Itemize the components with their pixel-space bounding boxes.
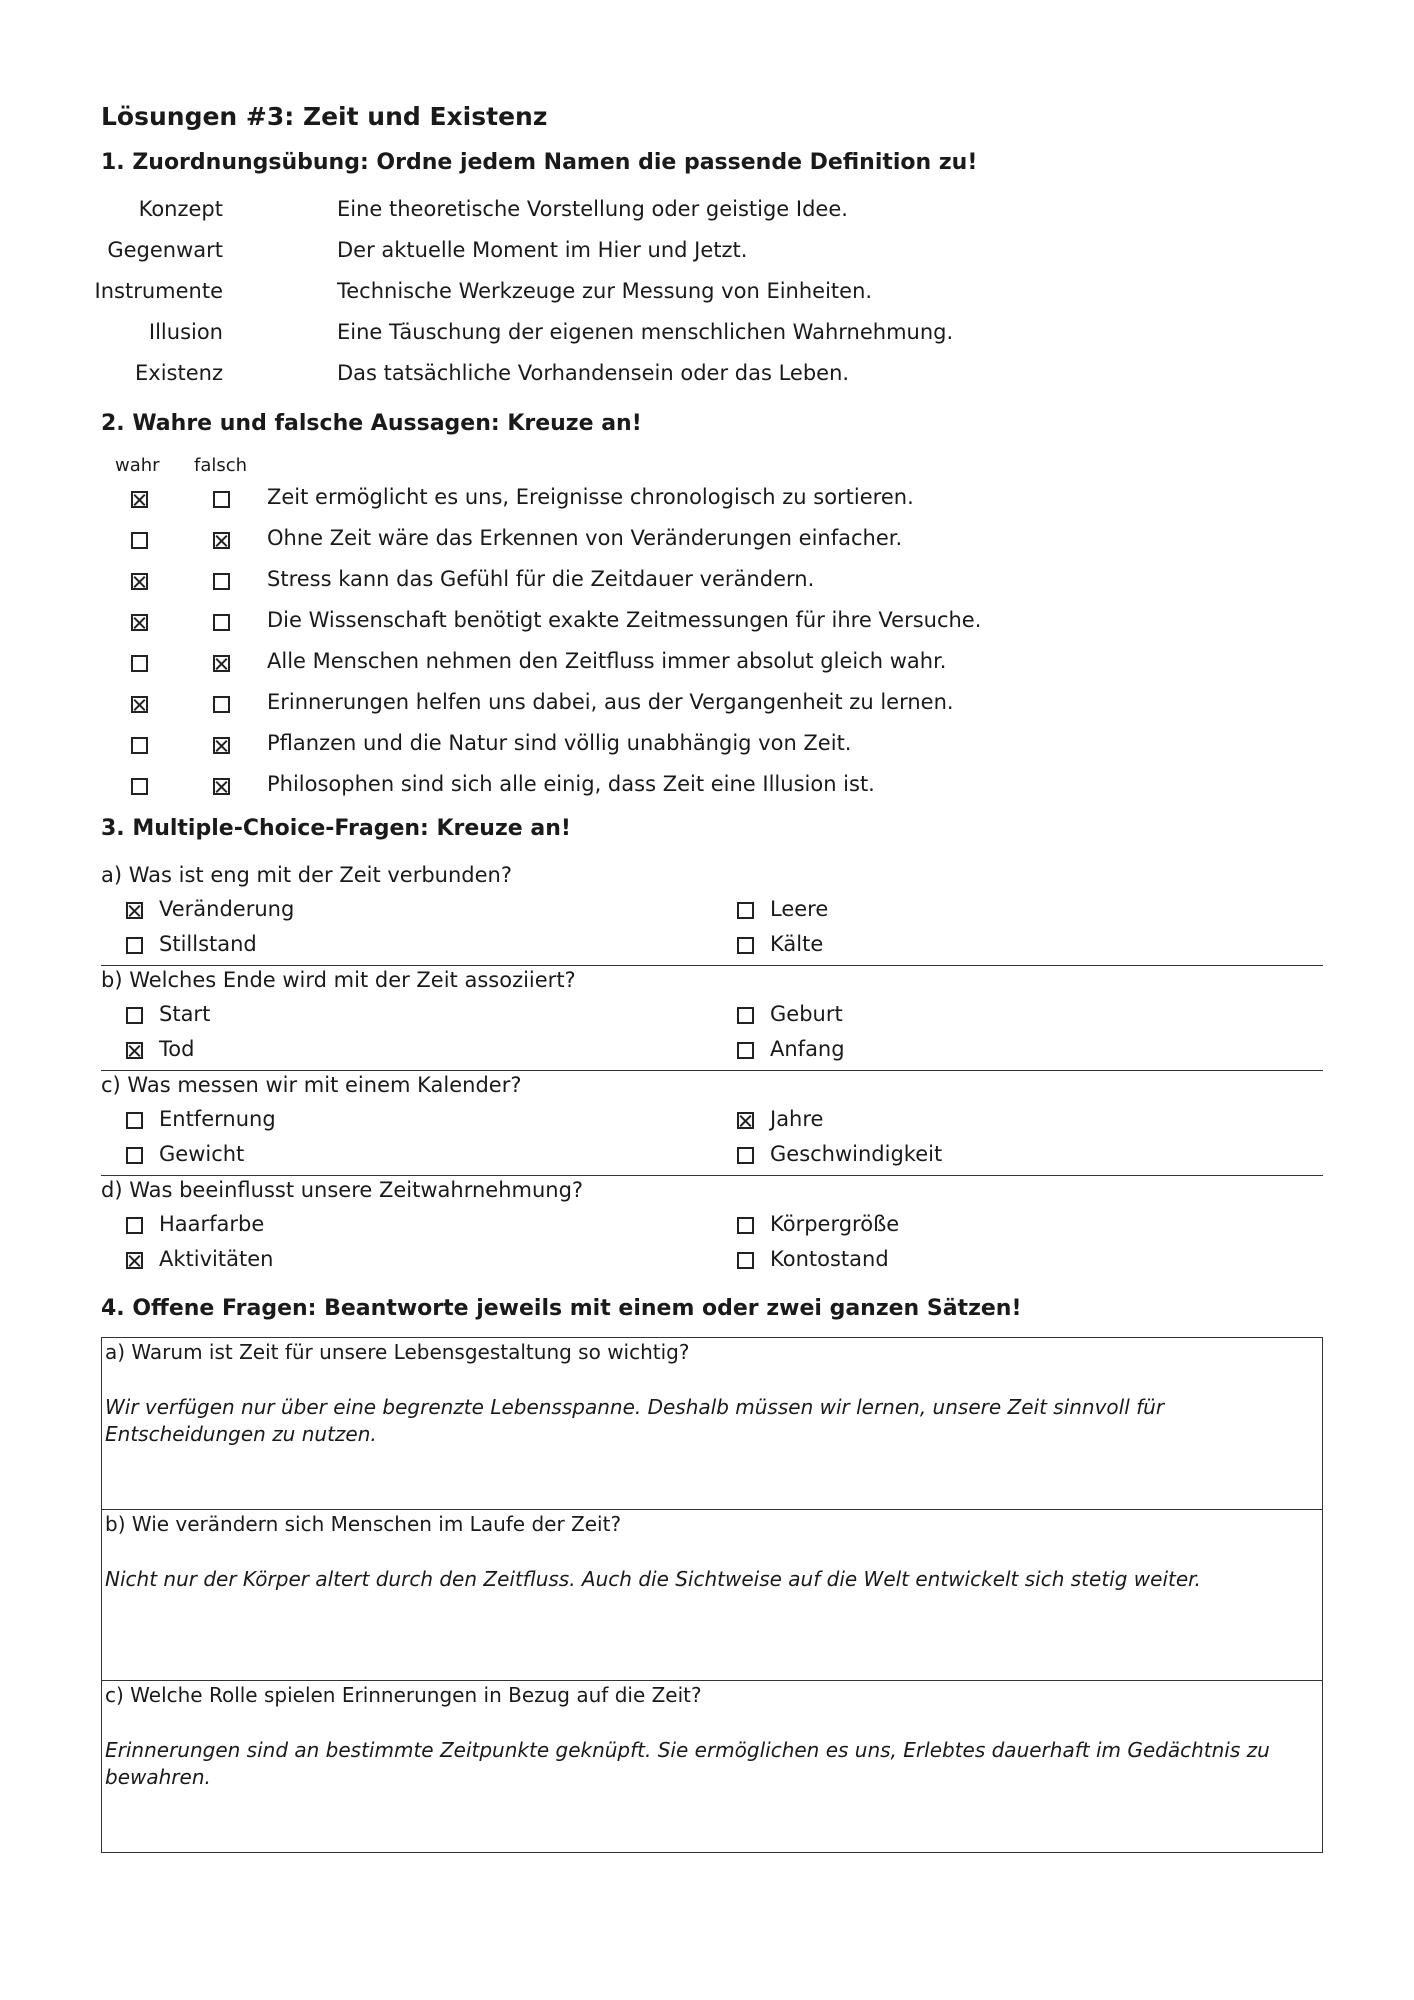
section2-heading: 2. Wahre und falsche Aussagen: Kreuze an! — [101, 411, 642, 436]
false-checkbox[interactable] — [213, 573, 230, 590]
option-checkbox[interactable] — [126, 1007, 143, 1024]
false-checkbox[interactable] — [213, 614, 230, 631]
question-divider — [101, 965, 1323, 966]
open-question-cell — [102, 1509, 1322, 1680]
column-header-false: falsch — [194, 455, 248, 476]
option-label: Kälte — [770, 932, 824, 956]
option-checkbox[interactable] — [126, 1112, 143, 1129]
option-checkbox[interactable] — [737, 1112, 754, 1129]
option-checkbox[interactable] — [126, 902, 143, 919]
open-question-cell — [102, 1338, 1322, 1509]
page-title: Lösungen #3: Zeit und Existenz — [101, 102, 548, 131]
match-definition: Der aktuelle Moment im Hier und Jetzt. — [337, 238, 748, 262]
option-label: Gewicht — [159, 1142, 245, 1166]
true-checkbox[interactable] — [131, 778, 148, 795]
statement-text: Alle Menschen nehmen den Zeitfluss immer absolut gleich wahr. — [267, 649, 947, 673]
option-label: Geschwindigkeit — [770, 1142, 943, 1166]
match-name: Instrumente — [94, 279, 223, 303]
column-header-true: wahr — [115, 455, 160, 476]
open-question-cell — [102, 1680, 1322, 1852]
match-definition: Das tatsächliche Vorhandensein oder das Leben. — [337, 361, 850, 385]
option-label: Start — [159, 1002, 211, 1026]
true-checkbox[interactable] — [131, 614, 148, 631]
option-label: Geburt — [770, 1002, 843, 1026]
mc-question: b) Welches Ende wird mit der Zeit assoziiert? — [101, 968, 576, 992]
match-name: Gegenwart — [107, 238, 223, 262]
match-row — [101, 197, 1201, 233]
false-checkbox[interactable] — [213, 655, 230, 672]
match-row — [101, 320, 1201, 356]
false-checkbox[interactable] — [213, 778, 230, 795]
true-checkbox[interactable] — [131, 573, 148, 590]
option-label: Aktivitäten — [159, 1247, 274, 1271]
option-label: Veränderung — [159, 897, 295, 921]
option-checkbox[interactable] — [737, 1217, 754, 1234]
match-definition: Eine theoretische Vorstellung oder geistige Idee. — [337, 197, 848, 221]
statement-row — [101, 649, 1201, 685]
match-row — [101, 361, 1201, 397]
true-checkbox[interactable] — [131, 491, 148, 508]
statement-text: Zeit ermöglicht es uns, Ereignisse chronologisch zu sortieren. — [267, 485, 914, 509]
statement-row — [101, 485, 1201, 521]
open-question: c) Welche Rolle spielen Erinnerungen in Bezug auf die Zeit? — [105, 1683, 702, 1707]
option-label: Anfang — [770, 1037, 845, 1061]
option-checkbox[interactable] — [737, 1147, 754, 1164]
true-checkbox[interactable] — [131, 737, 148, 754]
statement-text: Ohne Zeit wäre das Erkennen von Veränderungen einfacher. — [267, 526, 903, 550]
option-label: Jahre — [770, 1107, 824, 1131]
section1-heading: 1. Zuordnungsübung: Ordne jedem Namen die passende Definition zu! — [101, 150, 978, 175]
option-checkbox[interactable] — [737, 1042, 754, 1059]
open-answer[interactable]: Wir verfügen nur über eine begrenzte Lebensspanne. Deshalb müssen wir lernen, unsere Zeit sinnvoll für Entscheidungen zu nutzen. — [105, 1395, 1165, 1446]
match-name: Illusion — [148, 320, 223, 344]
option-checkbox[interactable] — [737, 937, 754, 954]
open-answer[interactable]: Erinnerungen sind an bestimmte Zeitpunkte geknüpft. Sie ermöglichen es uns, Erlebtes dauerhaft im Gedächtnis zu bewahren. — [105, 1738, 1270, 1789]
section3-heading: 3. Multiple-Choice-Fragen: Kreuze an! — [101, 816, 571, 841]
open-question: a) Warum ist Zeit für unsere Lebensgestaltung so wichtig? — [105, 1340, 690, 1364]
match-row — [101, 238, 1201, 274]
true-checkbox[interactable] — [131, 655, 148, 672]
statement-text: Stress kann das Gefühl für die Zeitdauer verändern. — [267, 567, 815, 591]
false-checkbox[interactable] — [213, 491, 230, 508]
option-checkbox[interactable] — [126, 1147, 143, 1164]
option-checkbox[interactable] — [126, 1042, 143, 1059]
true-checkbox[interactable] — [131, 696, 148, 713]
option-checkbox[interactable] — [126, 937, 143, 954]
option-checkbox[interactable] — [126, 1217, 143, 1234]
false-checkbox[interactable] — [213, 532, 230, 549]
match-definition: Technische Werkzeuge zur Messung von Einheiten. — [337, 279, 873, 303]
false-checkbox[interactable] — [213, 696, 230, 713]
statement-row — [101, 690, 1201, 726]
option-checkbox[interactable] — [737, 1252, 754, 1269]
statement-row — [101, 526, 1201, 562]
statement-row — [101, 731, 1201, 767]
option-label: Stillstand — [159, 932, 257, 956]
statement-row — [101, 608, 1201, 644]
option-checkbox[interactable] — [737, 1007, 754, 1024]
match-definition: Eine Täuschung der eigenen menschlichen Wahrnehmung. — [337, 320, 954, 344]
option-label: Leere — [770, 897, 829, 921]
statement-text: Erinnerungen helfen uns dabei, aus der Vergangenheit zu lernen. — [267, 690, 954, 714]
statement-text: Die Wissenschaft benötigt exakte Zeitmessungen für ihre Versuche. — [267, 608, 982, 632]
open-answer[interactable]: Nicht nur der Körper altert durch den Zeitfluss. Auch die Sichtweise auf die Welt entwickelt sich stetig weiter. — [105, 1567, 1201, 1591]
statement-text: Pflanzen und die Natur sind völlig unabhängig von Zeit. — [267, 731, 852, 755]
option-label: Entfernung — [159, 1107, 276, 1131]
statement-text: Philosophen sind sich alle einig, dass Zeit eine Illusion ist. — [267, 772, 875, 796]
statement-row — [101, 772, 1201, 808]
question-divider — [101, 1175, 1323, 1176]
mc-question: c) Was messen wir mit einem Kalender? — [101, 1073, 522, 1097]
open-question: b) Wie verändern sich Menschen im Laufe der Zeit? — [105, 1512, 622, 1536]
option-label: Haarfarbe — [159, 1212, 265, 1236]
statement-row — [101, 567, 1201, 603]
option-label: Tod — [159, 1037, 195, 1061]
mc-question: d) Was beeinflusst unsere Zeitwahrnehmung? — [101, 1178, 584, 1202]
section4-heading: 4. Offene Fragen: Beantworte jeweils mit einem oder zwei ganzen Sätzen! — [101, 1296, 1022, 1321]
true-checkbox[interactable] — [131, 532, 148, 549]
open-questions-table — [101, 1337, 1323, 1853]
match-name: Existenz — [135, 361, 223, 385]
option-label: Körpergröße — [770, 1212, 900, 1236]
mc-question: a) Was ist eng mit der Zeit verbunden? — [101, 863, 513, 887]
match-row — [94, 279, 1201, 315]
option-checkbox[interactable] — [126, 1252, 143, 1269]
option-label: Kontostand — [770, 1247, 889, 1271]
option-checkbox[interactable] — [737, 902, 754, 919]
false-checkbox[interactable] — [213, 737, 230, 754]
match-name: Konzept — [138, 197, 223, 221]
question-divider — [101, 1070, 1323, 1071]
